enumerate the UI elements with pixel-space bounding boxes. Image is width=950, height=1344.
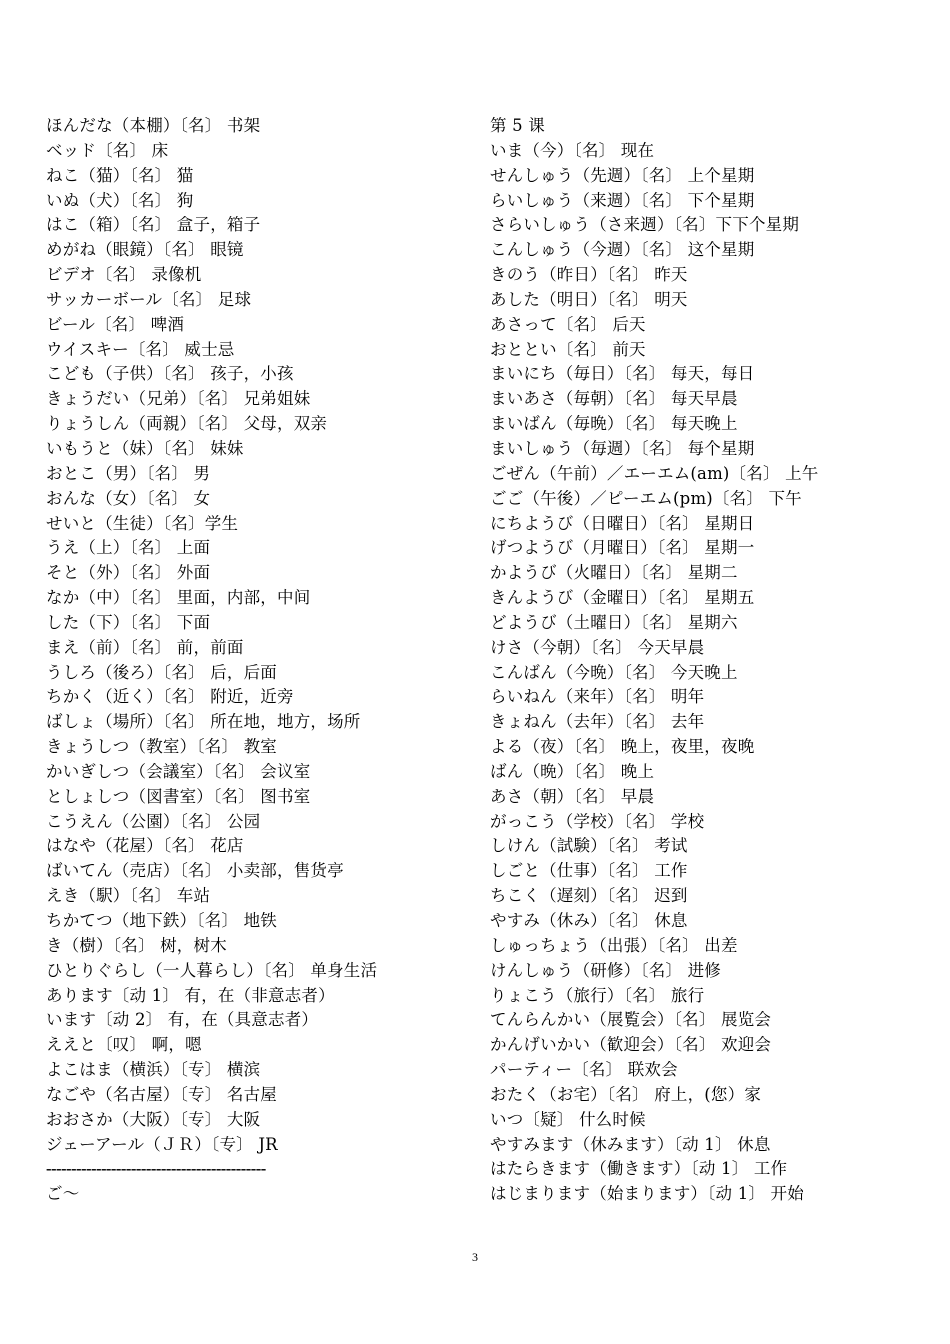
vocab-entry: はなや（花屋）〔名〕 花店 xyxy=(46,836,244,856)
vocab-entry: あした（明日）〔名〕 明天 xyxy=(490,289,688,309)
vocab-entry: まいあさ（毎朝）〔名〕 每天早晨 xyxy=(490,389,738,409)
vocab-entry: ウイスキー〔名〕 威士忌 xyxy=(46,339,235,359)
vocab-entry: めがね（眼鏡）〔名〕 眼镜 xyxy=(46,240,244,260)
vocab-entry: まいしゅう（毎週）〔名〕 每个星期 xyxy=(490,438,755,458)
vocab-entry: りょうしん（両親）〔名〕 父母，双亲 xyxy=(46,414,328,434)
vocab-entry: ほんだな（本棚）〔名〕 书架 xyxy=(46,116,261,135)
vocab-entry: せんしゅう（先週）〔名〕 上个星期 xyxy=(490,165,755,185)
vocab-entry: らいしゅう（来週）〔名〕 下个星期 xyxy=(490,190,755,210)
vocab-entry: いぬ（犬）〔名〕 狗 xyxy=(46,190,194,210)
vocab-entry: ごご（午後）／ピーエム(pm)〔名〕 下午 xyxy=(490,488,802,508)
vocab-entry: きょうしつ（教室）〔名〕 教室 xyxy=(46,737,277,757)
vocab-entry: うえ（上）〔名〕 上面 xyxy=(46,538,211,558)
vocab-entry: さらいしゅう（さ来週）〔名〕下下个星期 xyxy=(490,215,800,235)
vocab-entry: かいぎしつ（会議室）〔名〕 会议室 xyxy=(46,761,311,781)
vocab-entry: はじまります（始まります）〔动 1〕 开始 xyxy=(490,1184,804,1204)
vocab-entry: にちようび（日曜日）〔名〕 星期日 xyxy=(490,513,755,533)
vocab-entry: まえ（前）〔名〕 前，前面 xyxy=(46,637,244,657)
vocab-entry: やすみ（休み）〔名〕 休息 xyxy=(490,911,688,930)
vocab-entry: いつ〔疑〕 什么时候 xyxy=(490,1109,646,1129)
vocab-entry: こんばん（今晩）〔名〕 今天晚上 xyxy=(490,662,738,682)
vocab-entry: ええと〔叹〕 啊，嗯 xyxy=(46,1035,202,1055)
vocab-entry: やすみます（休みます）〔动 1〕 休息 xyxy=(490,1134,771,1154)
vocab-entry: りょこう（旅行）〔名〕 旅行 xyxy=(490,985,705,1005)
vocab-entry: なごや（名古屋）〔专〕 名古屋 xyxy=(46,1084,277,1104)
separator-line: -------------------------------------------- xyxy=(46,1159,266,1179)
vocab-entry: よこはま（横浜）〔专〕 横滨 xyxy=(46,1060,261,1080)
vocab-entry: しゅっちょう（出張）〔名〕 出差 xyxy=(490,935,738,955)
vocab-entry: ばん（晩）〔名〕 晚上 xyxy=(490,761,655,781)
vocab-entry: こども（子供）〔名〕 孩子，小孩 xyxy=(46,364,294,384)
vocab-entry: きのう（昨日）〔名〕 昨天 xyxy=(490,265,688,285)
vocab-entry: かようび（火曜日）〔名〕 星期二 xyxy=(490,563,738,583)
vocab-entry: あります〔动 1〕 有，在（非意志者） xyxy=(46,985,335,1005)
vocab-entry: かんげいかい（歓迎会）〔名〕 欢迎会 xyxy=(490,1035,772,1055)
vocab-entry: こうえん（公園）〔名〕 公园 xyxy=(46,811,261,831)
page-number: 3 xyxy=(472,1250,478,1264)
lesson-heading: 第 5 课 xyxy=(490,116,545,135)
vocab-entry: きょねん（去年）〔名〕 去年 xyxy=(490,712,705,732)
vocab-entry: えき（駅）〔名〕 车站 xyxy=(46,886,211,906)
vocab-entry: はこ（箱）〔名〕 盒子，箱子 xyxy=(46,215,261,235)
vocab-entry: まいばん（毎晩）〔名〕 每天晚上 xyxy=(490,414,738,434)
vocab-entry: パーティー〔名〕 联欢会 xyxy=(490,1060,678,1080)
vocab-entry: どようび（土曜日）〔名〕 星期六 xyxy=(490,612,738,632)
vocab-entry: おんな（女）〔名〕 女 xyxy=(46,488,211,508)
vocab-entry: いもうと（妹）〔名〕 妹妹 xyxy=(46,438,244,458)
vocab-entry: けさ（今朝）〔名〕 今天早晨 xyxy=(490,637,705,657)
vocab-entry: しごと（仕事）〔名〕 工作 xyxy=(490,861,688,881)
vocab-entry: ベッド〔名〕 床 xyxy=(46,140,169,160)
vocab-entry: としょしつ（図書室）〔名〕 图书室 xyxy=(46,786,311,806)
vocab-entry: うしろ（後ろ）〔名〕 后，后面 xyxy=(46,662,277,682)
vocab-entry: ひとりぐらし（一人暮らし）〔名〕 单身生活 xyxy=(46,960,378,980)
vocab-entry: ちかく（近く）〔名〕 附近，近旁 xyxy=(46,687,294,707)
vocab-entry: てんらんかい（展覧会）〔名〕 展览会 xyxy=(490,1010,772,1030)
vocab-entry: ジェーアール（ＪＲ）〔专〕 JR xyxy=(46,1134,278,1154)
vocab-entry: ごぜん（午前）／エーエム(am)〔名〕 上午 xyxy=(490,463,819,483)
vocab-entry: サッカーボール〔名〕 足球 xyxy=(46,289,252,309)
vocab-entry: あさって〔名〕 后天 xyxy=(490,314,646,334)
vocab-entry: ビデオ〔名〕 录像机 xyxy=(46,265,202,285)
vocab-entry: がっこう（学校）〔名〕 学校 xyxy=(490,811,705,831)
vocab-entry: おおさか（大阪）〔专〕 大阪 xyxy=(46,1109,261,1129)
vocab-entry: ご～ xyxy=(46,1184,80,1204)
vocab-entry: けんしゅう（研修）〔名〕 进修 xyxy=(490,960,721,980)
vocab-entry: せいと（生徒）〔名〕学生 xyxy=(46,513,239,533)
vocab-entry: よる（夜）〔名〕 晚上，夜里，夜晚 xyxy=(490,737,755,757)
vocab-entry: ちかてつ（地下鉄）〔名〕 地铁 xyxy=(46,911,277,930)
vocab-entry: らいねん（来年）〔名〕 明年 xyxy=(490,687,705,707)
vocab-entry: あさ（朝）〔名〕 早晨 xyxy=(490,786,655,806)
vocab-entry: ちこく（遅刻）〔名〕 迟到 xyxy=(490,886,688,906)
vocab-entry: き（樹）〔名〕 树，树木 xyxy=(46,935,227,955)
vocab-entry: ばしょ（場所）〔名〕 所在地，地方，场所 xyxy=(46,712,361,732)
vocab-entry: した（下）〔名〕 下面 xyxy=(46,612,211,632)
vocab-entry: おたく（お宅）〔名〕 府上，(您）家 xyxy=(490,1084,762,1104)
vocabulary-column-left xyxy=(46,114,466,1207)
vocab-entry: おととい〔名〕 前天 xyxy=(490,339,646,359)
vocab-entry: はたらきます（働きます）〔动 1〕 工作 xyxy=(490,1159,788,1179)
vocab-entry: ビール〔名〕 啤酒 xyxy=(46,314,185,334)
vocab-entry: おとこ（男）〔名〕 男 xyxy=(46,463,211,483)
vocab-entry: ねこ（猫）〔名〕 猫 xyxy=(46,165,194,185)
vocab-entry: いま（今）〔名〕 现在 xyxy=(490,140,655,160)
vocab-entry: げつようび（月曜日）〔名〕 星期一 xyxy=(490,538,755,558)
vocab-entry: しけん（試験）〔名〕 考试 xyxy=(490,836,688,856)
vocab-entry: なか（中）〔名〕 里面，内部，中间 xyxy=(46,588,311,608)
vocab-entry: そと（外）〔名〕 外面 xyxy=(46,563,211,583)
vocab-entry: まいにち（毎日）〔名〕 每天，每日 xyxy=(490,364,755,384)
vocab-entry: きんようび（金曜日）〔名〕 星期五 xyxy=(490,588,755,608)
vocab-entry: こんしゅう（今週）〔名〕 这个星期 xyxy=(490,240,755,260)
vocabulary-column-right xyxy=(490,114,910,1207)
vocab-entry: います〔动 2〕 有，在（具意志者） xyxy=(46,1010,319,1030)
vocab-entry: きょうだい（兄弟）〔名〕 兄弟姐妹 xyxy=(46,389,311,409)
vocab-entry: ばいてん（売店）〔名〕 小卖部，售货亭 xyxy=(46,861,344,881)
